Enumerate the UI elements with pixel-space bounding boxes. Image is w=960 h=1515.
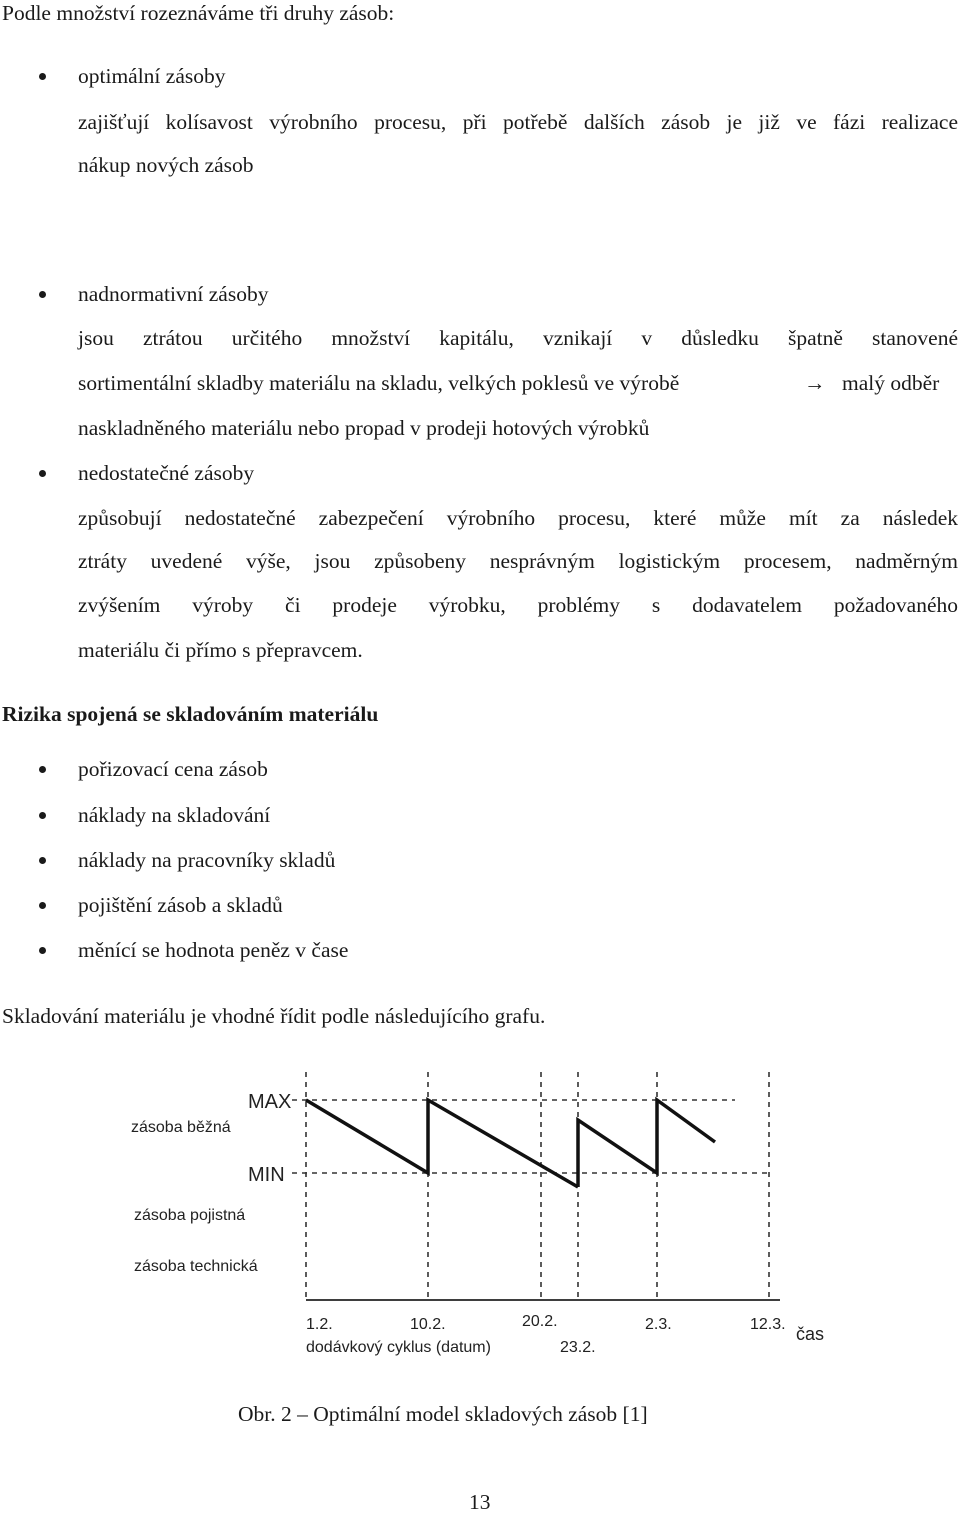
type-desc-line: způsobují nedostatečné zabezpečení výrobního procesu, které může mít za následek	[78, 506, 958, 530]
chart-label-technical-stock: zásoba technická	[134, 1258, 258, 1275]
type-desc-line: zajišťují kolísavost výrobního procesu, při potřebě dalších zásob je již ve fázi realizace	[78, 110, 958, 134]
type-title: optimální zásoby	[78, 64, 226, 88]
chart-series-segment	[578, 1100, 715, 1187]
risk-item: pojištění zásob a skladů	[78, 893, 283, 917]
chart-x-label: dodávkový cyklus (datum)	[306, 1339, 491, 1356]
type-desc-line: naskladněného materiálu nebo propad v prodeji hotových výrobků	[78, 416, 650, 440]
section-heading: Rizika spojená se skladováním materiálu	[2, 702, 379, 726]
risk-item: náklady na skladování	[78, 803, 271, 827]
chart-label-max: MAX	[248, 1091, 292, 1113]
type-desc-line: sortimentální skladby materiálu na skladu, velkých poklesů ve výrobě	[78, 371, 680, 395]
chart-series-segment	[306, 1100, 578, 1187]
type-desc-line: materiálu či přímo s přepravcem.	[78, 638, 363, 662]
chart-label-current-stock: zásoba běžná	[131, 1119, 231, 1136]
figure-caption: Obr. 2 – Optimální model skladových zásob [1]	[238, 1402, 648, 1426]
type-desc-line: jsou ztrátou určitého množství kapitálu, vznikají v důsledku špatně stanovené	[78, 326, 958, 350]
type-title: nedostatečné zásoby	[78, 461, 255, 485]
type-desc-line: malý odběr	[842, 371, 940, 395]
intro-text: Podle množství rozeznáváme tři druhy zásob:	[2, 1, 395, 25]
risk-item: pořizovací cena zásob	[78, 757, 268, 781]
risk-item: měnící se hodnota peněz v čase	[78, 938, 349, 962]
risk-item: náklady na pracovníky skladů	[78, 848, 336, 872]
graph-intro-text: Skladování materiálu je vhodné řídit podle následujícího grafu.	[2, 1004, 546, 1028]
type-desc-line: nákup nových zásob	[78, 153, 254, 177]
type-desc-line: zvýšením výroby či prodeje výrobku, problémy s dodavatelem požadovaného	[78, 593, 958, 617]
page-number: 13	[469, 1490, 491, 1514]
arrow-icon: →	[804, 371, 826, 395]
chart-x-tick: 2.3.	[645, 1316, 672, 1333]
chart-x-tick: 10.2.	[410, 1316, 446, 1333]
chart-label-min: MIN	[248, 1164, 285, 1186]
type-desc-line: ztráty uvedené výše, jsou způsobeny nesprávným logistickým procesem, nadměrným	[78, 549, 958, 573]
chart-x-unit: čas	[796, 1324, 825, 1344]
type-title: nadnormativní zásoby	[78, 282, 269, 306]
chart-x-tick: 1.2.	[306, 1316, 333, 1333]
chart-x-tick: 20.2.	[522, 1313, 558, 1330]
chart-label-safety-stock: zásoba pojistná	[134, 1207, 246, 1224]
chart-x-tick: 12.3.	[750, 1316, 786, 1333]
chart-x-tick: 23.2.	[560, 1339, 596, 1356]
